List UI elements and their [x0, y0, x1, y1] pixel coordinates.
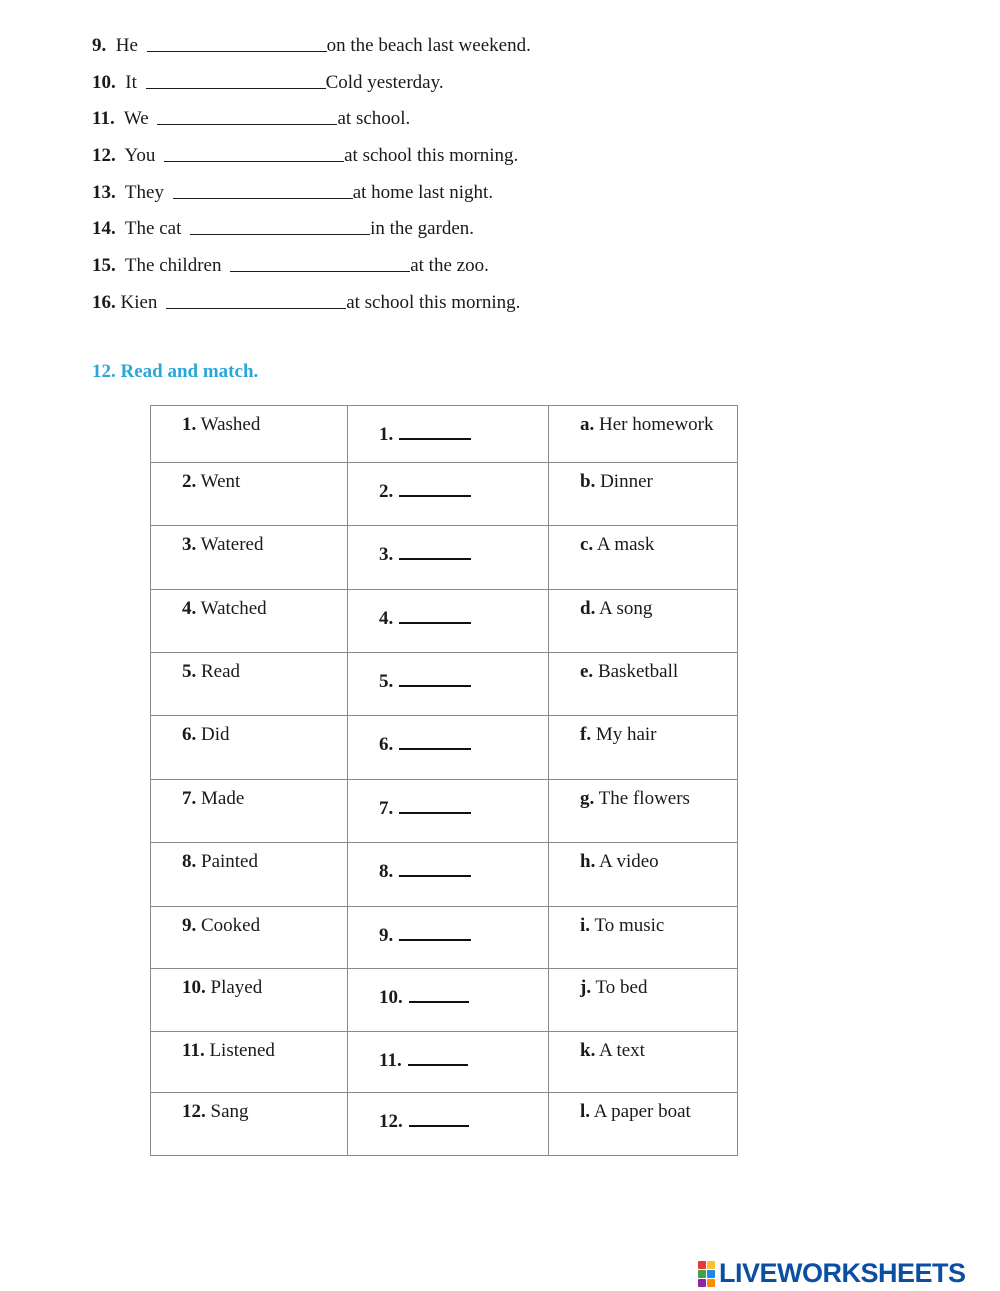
match-row	[151, 969, 738, 1032]
answer-number: 4.	[379, 608, 394, 629]
verb-text: Read	[201, 661, 241, 682]
item-rest: at school this morning.	[346, 292, 521, 313]
match-row	[151, 406, 738, 463]
item-number: 14.	[92, 218, 116, 239]
answer-cell	[348, 907, 549, 969]
answer-cell	[348, 969, 549, 1032]
verb-cell	[151, 907, 348, 969]
logo-square	[698, 1279, 706, 1287]
answer-cell	[348, 590, 549, 653]
answer-blank[interactable]	[230, 255, 410, 272]
phrase-cell	[549, 969, 738, 1032]
verb-cell	[151, 653, 348, 716]
verb-text: Listened	[209, 1040, 275, 1061]
answer-number: 12.	[379, 1111, 403, 1132]
item-rest: in the garden.	[370, 218, 475, 239]
verb-number: 12.	[182, 1101, 206, 1122]
match-answer-blank[interactable]	[399, 544, 471, 560]
item-number: 16.	[92, 292, 116, 313]
fill-line-14	[92, 218, 474, 240]
match-answer-blank[interactable]	[399, 481, 471, 497]
answer-cell	[348, 526, 549, 590]
verb-number: 2.	[182, 471, 197, 492]
verb-number: 6.	[182, 724, 197, 745]
phrase-letter: c.	[580, 534, 594, 555]
fill-line-11	[92, 108, 410, 130]
answer-number: 5.	[379, 671, 394, 692]
match-table	[150, 405, 738, 1156]
verb-number: 5.	[182, 661, 197, 682]
section-heading: 12. Read and match.	[92, 361, 259, 382]
match-row	[151, 907, 738, 969]
answer-blank[interactable]	[147, 35, 327, 52]
verb-text: Went	[200, 471, 241, 492]
answer-cell	[348, 1032, 549, 1093]
answer-number: 9.	[379, 925, 394, 946]
match-row	[151, 1032, 738, 1093]
logo-mark-icon	[698, 1261, 715, 1287]
fill-line-10	[92, 72, 444, 94]
match-row	[151, 716, 738, 780]
match-answer-blank[interactable]	[409, 987, 469, 1003]
answer-blank[interactable]	[146, 72, 326, 89]
answer-number: 3.	[379, 544, 394, 565]
verb-number: 9.	[182, 915, 197, 936]
fill-line-9	[92, 35, 531, 57]
phrase-text: To bed	[595, 977, 648, 998]
verb-cell	[151, 1093, 348, 1156]
verb-number: 11.	[182, 1040, 205, 1061]
phrase-letter: h.	[580, 851, 596, 872]
answer-number: 7.	[379, 798, 394, 819]
logo-text: LIVEWORKSHEETS	[719, 1258, 966, 1288]
answer-number: 8.	[379, 861, 394, 882]
fill-line-12	[92, 145, 518, 167]
phrase-letter: l.	[580, 1101, 591, 1122]
answer-cell	[348, 653, 549, 716]
logo-square	[698, 1261, 706, 1269]
item-rest: at school this morning.	[344, 145, 519, 166]
fill-line-16	[92, 292, 520, 314]
answer-cell	[348, 406, 549, 463]
answer-blank[interactable]	[166, 292, 346, 309]
phrase-cell	[549, 1093, 738, 1156]
phrase-cell	[549, 1032, 738, 1093]
match-row	[151, 843, 738, 907]
phrase-letter: i.	[580, 915, 591, 936]
phrase-text: A mask	[596, 534, 655, 555]
item-number: 9.	[92, 35, 107, 56]
phrase-letter: j.	[580, 977, 592, 998]
item-rest: on the beach last weekend.	[326, 35, 531, 56]
phrase-letter: b.	[580, 471, 596, 492]
phrase-cell	[549, 463, 738, 526]
item-rest: at the zoo.	[410, 255, 489, 276]
verb-number: 8.	[182, 851, 197, 872]
phrase-text: To music	[594, 915, 665, 936]
phrase-text: Basketball	[597, 661, 679, 682]
fill-line-15	[92, 255, 489, 277]
phrase-cell	[549, 843, 738, 907]
verb-text: Watered	[200, 534, 264, 555]
verb-text: Sang	[210, 1101, 249, 1122]
match-answer-blank[interactable]	[399, 734, 471, 750]
phrase-cell	[549, 526, 738, 590]
verb-cell	[151, 463, 348, 526]
verb-cell	[151, 1032, 348, 1093]
item-number: 11.	[92, 108, 115, 129]
verb-text: Made	[201, 788, 245, 809]
answer-cell	[348, 843, 549, 907]
verb-text: Played	[210, 977, 263, 998]
verb-cell	[151, 780, 348, 843]
match-row	[151, 463, 738, 526]
match-row	[151, 780, 738, 843]
item-subject: You	[124, 145, 156, 166]
phrase-cell	[549, 653, 738, 716]
phrase-text: A text	[599, 1040, 645, 1061]
match-answer-blank[interactable]	[399, 798, 471, 814]
phrase-text: The flowers	[598, 788, 690, 809]
item-subject: Kien	[120, 292, 158, 313]
answer-cell	[348, 1093, 549, 1156]
item-subject: He	[115, 35, 138, 56]
phrase-text: A paper boat	[593, 1101, 691, 1122]
answer-number: 11.	[379, 1050, 402, 1071]
verb-cell	[151, 843, 348, 907]
answer-cell	[348, 780, 549, 843]
logo-square	[707, 1270, 715, 1278]
phrase-cell	[549, 780, 738, 843]
item-number: 15.	[92, 255, 116, 276]
verb-number: 3.	[182, 534, 197, 555]
phrase-text: Dinner	[600, 471, 653, 492]
match-answer-blank[interactable]	[408, 1050, 468, 1066]
match-answer-blank[interactable]	[409, 1111, 469, 1127]
phrase-text: Her homework	[599, 414, 714, 435]
verb-cell	[151, 590, 348, 653]
item-number: 12.	[92, 145, 116, 166]
answer-number: 10.	[379, 987, 403, 1008]
match-row	[151, 590, 738, 653]
phrase-letter: f.	[580, 724, 592, 745]
logo-square	[707, 1279, 715, 1287]
match-answer-blank[interactable]	[399, 925, 471, 941]
match-answer-blank[interactable]	[399, 861, 471, 877]
liveworksheets-logo	[698, 1258, 966, 1289]
answer-blank[interactable]	[157, 108, 337, 125]
answer-cell	[348, 463, 549, 526]
item-subject: They	[124, 182, 164, 203]
logo-square	[707, 1261, 715, 1269]
phrase-letter: e.	[580, 661, 594, 682]
phrase-text: A video	[599, 851, 659, 872]
item-subject: The children	[124, 255, 222, 276]
fill-line-13	[92, 182, 493, 204]
phrase-cell	[549, 406, 738, 463]
answer-number: 2.	[379, 481, 394, 502]
phrase-letter: g.	[580, 788, 595, 809]
item-subject: It	[125, 72, 137, 93]
match-answer-blank[interactable]	[399, 608, 471, 624]
answer-cell	[348, 716, 549, 780]
phrase-letter: k.	[580, 1040, 596, 1061]
phrase-cell	[549, 716, 738, 780]
verb-number: 10.	[182, 977, 206, 998]
verb-number: 1.	[182, 414, 197, 435]
verb-number: 4.	[182, 598, 197, 619]
phrase-cell	[549, 907, 738, 969]
match-row	[151, 526, 738, 590]
verb-number: 7.	[182, 788, 197, 809]
verb-cell	[151, 406, 348, 463]
logo-square	[698, 1270, 706, 1278]
verb-cell	[151, 969, 348, 1032]
item-subject: We	[123, 108, 149, 129]
item-rest: Cold yesterday.	[325, 72, 444, 93]
match-row	[151, 653, 738, 716]
verb-cell	[151, 526, 348, 590]
answer-blank[interactable]	[190, 218, 370, 235]
item-number: 10.	[92, 72, 116, 93]
verb-text: Cooked	[201, 915, 261, 936]
verb-text: Watched	[200, 598, 267, 619]
item-rest: at home last night.	[352, 182, 494, 203]
answer-number: 1.	[379, 424, 394, 445]
verb-cell	[151, 716, 348, 780]
verb-text: Did	[201, 724, 230, 745]
item-rest: at school.	[337, 108, 411, 129]
answer-blank[interactable]	[173, 182, 353, 199]
phrase-cell	[549, 590, 738, 653]
phrase-text: My hair	[595, 724, 657, 745]
answer-blank[interactable]	[164, 145, 344, 162]
match-answer-blank[interactable]	[399, 671, 471, 687]
match-row	[151, 1093, 738, 1156]
item-number: 13.	[92, 182, 116, 203]
match-answer-blank[interactable]	[399, 424, 471, 440]
verb-text: Painted	[201, 851, 258, 872]
verb-text: Washed	[200, 414, 261, 435]
phrase-letter: a.	[580, 414, 595, 435]
answer-number: 6.	[379, 734, 394, 755]
phrase-text: A song	[599, 598, 653, 619]
phrase-letter: d.	[580, 598, 596, 619]
item-subject: The cat	[124, 218, 182, 239]
